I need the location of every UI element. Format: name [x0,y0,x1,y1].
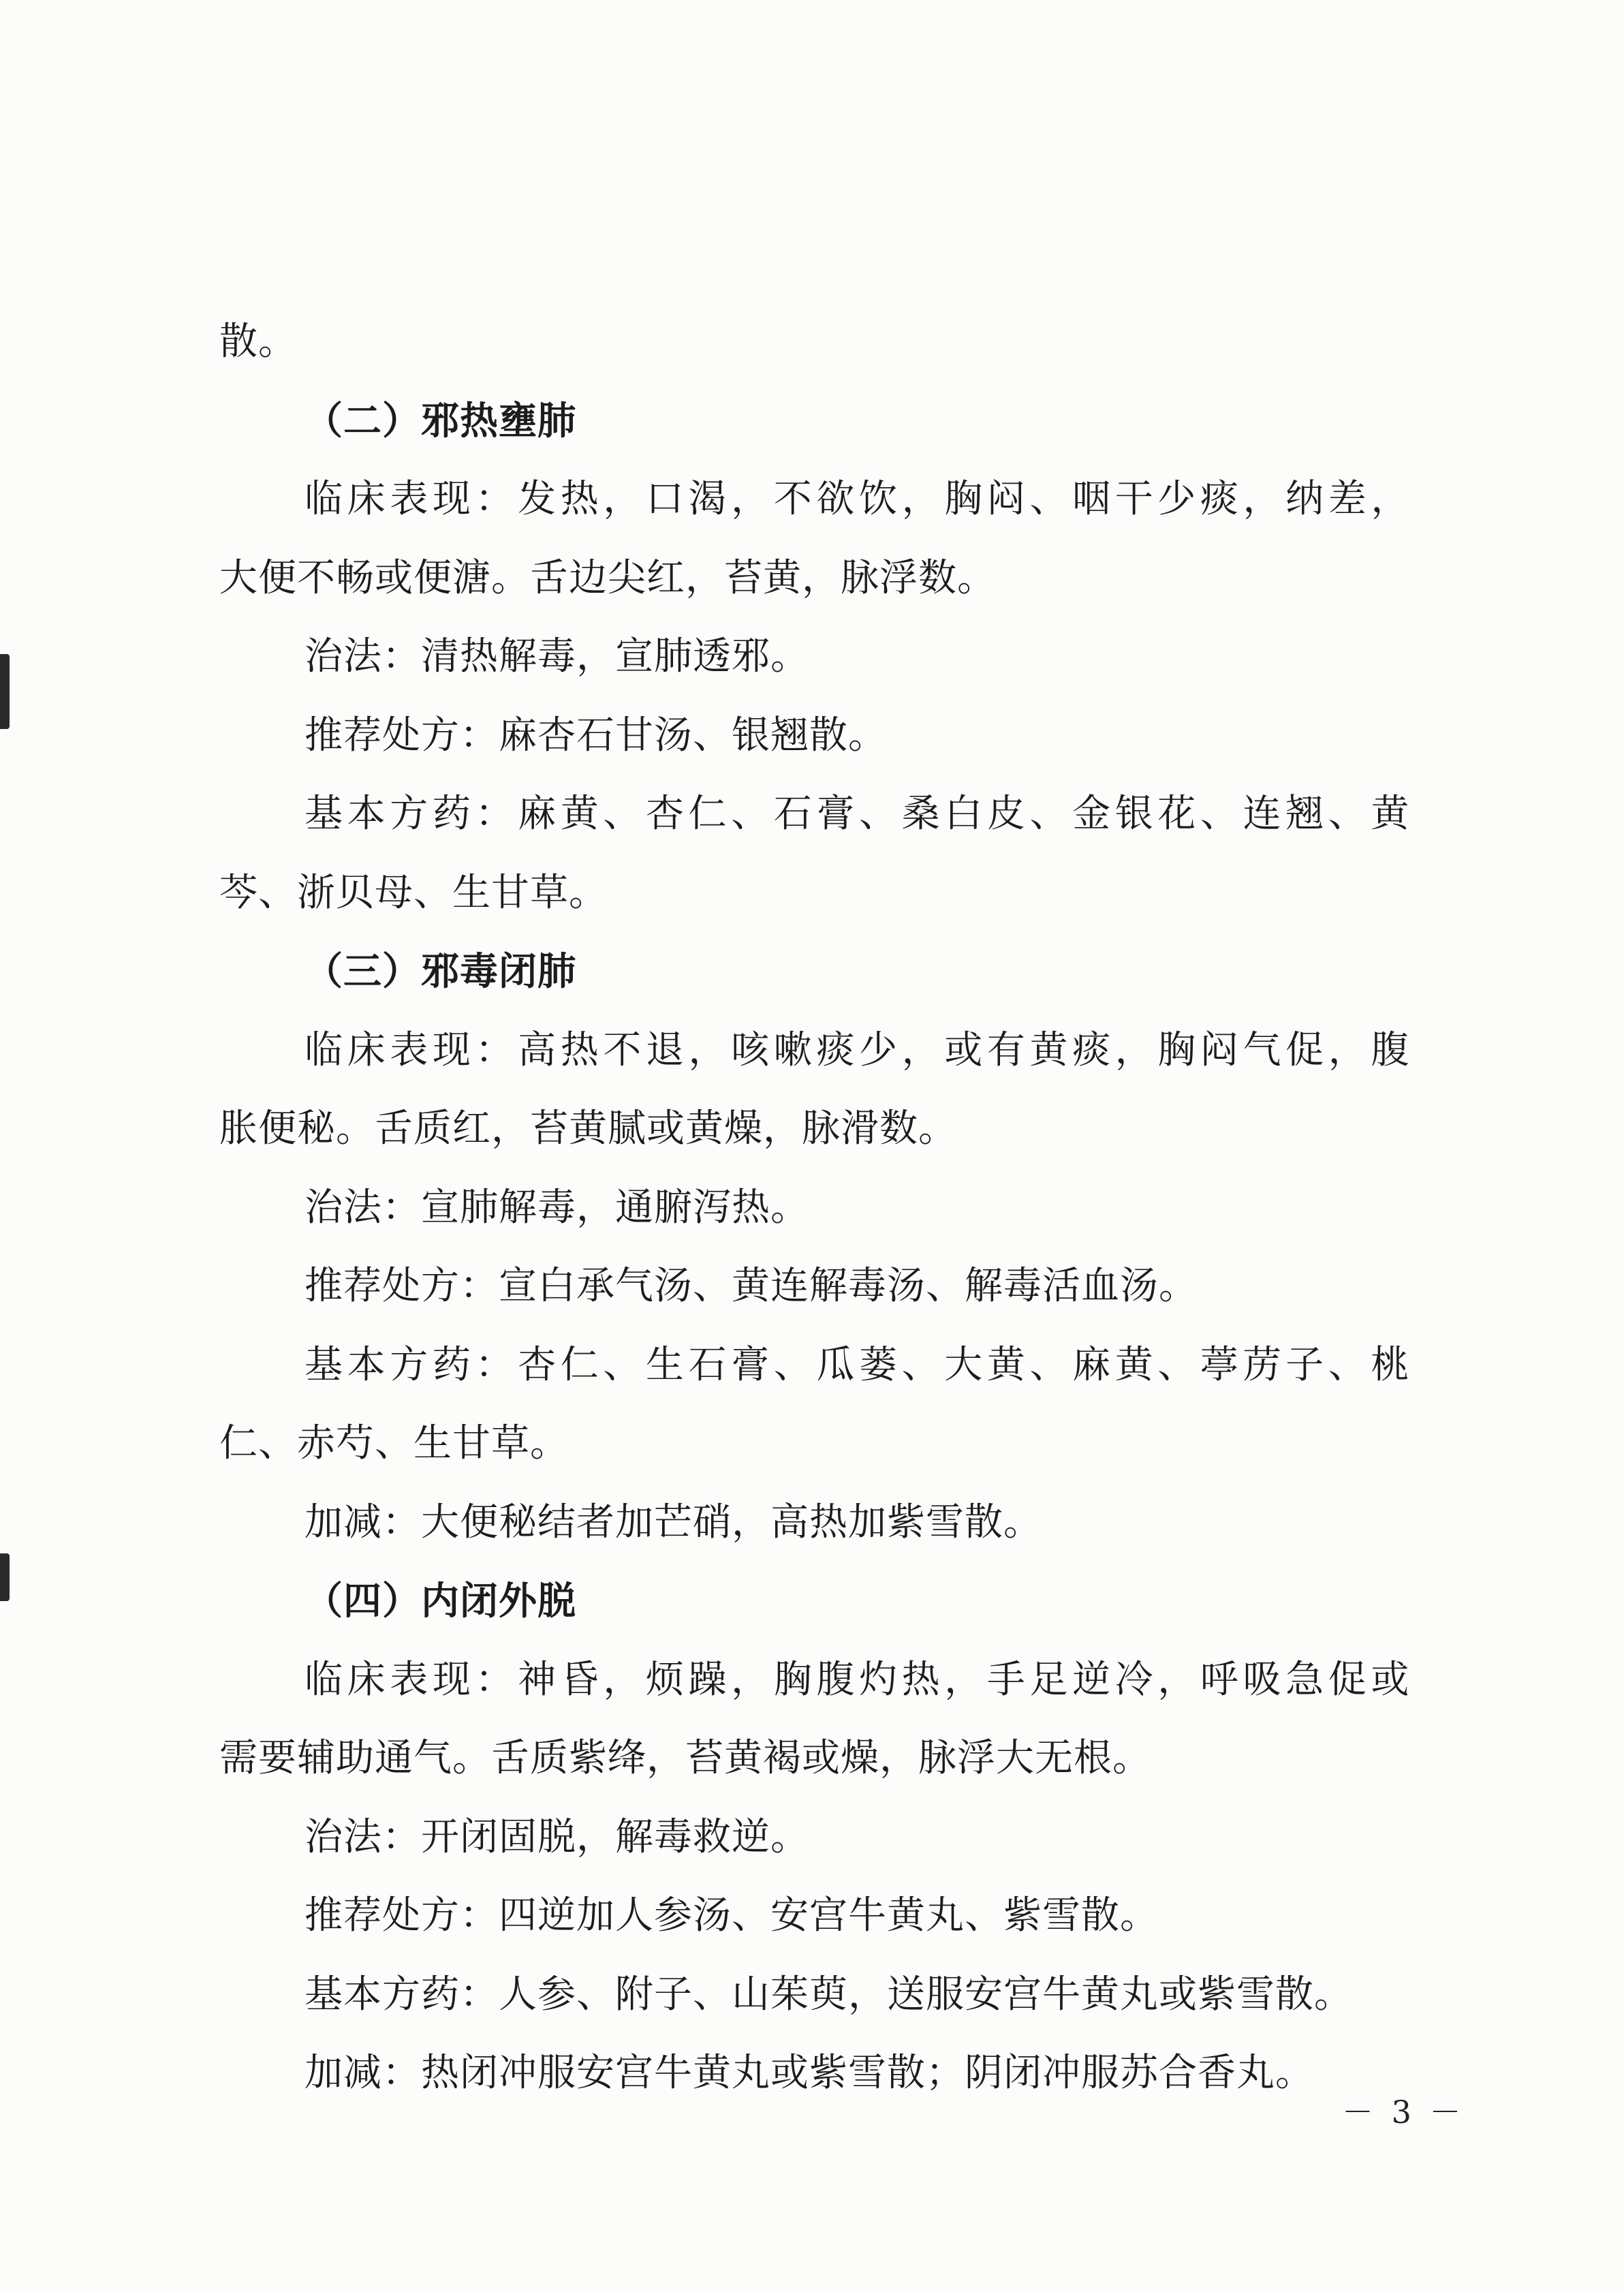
text-line: 基本方药：杏仁、生石膏、瓜蒌、大黄、麻黄、葶苈子、桃 [304,1342,1414,1387]
text-line: 基本方药：人参、附子、山茱萸，送服安宫牛黄丸或紫雪散。 [304,1972,1353,2017]
page-number: － 3 － [1342,2094,1465,2130]
scan-edge-shadow [0,654,10,729]
text-line: 大便不畅或便溏。舌边尖红，苔黄，脉浮数。 [219,555,996,600]
text-line: 推荐处方：四逆加人参汤、安宫牛黄丸、紫雪散。 [304,1893,1159,1938]
text-line: 基本方药：麻黄、杏仁、石膏、桑白皮、金银花、连翘、黄 [304,792,1414,836]
text-line: 散。 [219,320,297,364]
section-heading: （二）邪热壅肺 [304,398,576,444]
text-line: 仁、赤芍、生甘草。 [219,1421,569,1466]
section-heading: （三）邪毒闭肺 [304,949,576,994]
text-line: 加减：热闭冲服安宫牛黄丸或紫雪散；阴闭冲服苏合香丸。 [304,2051,1314,2095]
scan-edge-shadow [0,1553,10,1601]
text-line: 芩、浙贝母、生甘草。 [219,870,608,915]
text-line: 治法：宣肺解毒，通腑泻热。 [304,1185,809,1230]
text-line: 临床表现：高热不退，咳嗽痰少，或有黄痰，胸闷气促，腹 [304,1027,1414,1072]
text-line: 治法：开闭固脱，解毒救逆。 [304,1814,809,1859]
text-line: 治法：清热解毒，宣肺透邪。 [304,634,809,679]
text-line: 推荐处方：宣白承气汤、黄连解毒汤、解毒活血汤。 [304,1264,1198,1308]
text-line: 临床表现：发热，口渴，不欲饮，胸闷、咽干少痰，纳差， [304,477,1414,521]
text-line: 需要辅助通气。舌质紫绛，苔黄褐或燥，脉浮大无根。 [219,1736,1151,1780]
text-line: 加减：大便秘结者加芒硝，高热加紫雪散。 [304,1500,1042,1545]
section-heading: （四）内闭外脱 [304,1579,576,1624]
text-line: 胀便秘。舌质红，苔黄腻或黄燥，脉滑数。 [219,1106,957,1151]
text-line: 临床表现：神昏，烦躁，胸腹灼热，手足逆冷，呼吸急促或 [304,1657,1414,1702]
text-line: 推荐处方：麻杏石甘汤、银翘散。 [304,713,887,758]
